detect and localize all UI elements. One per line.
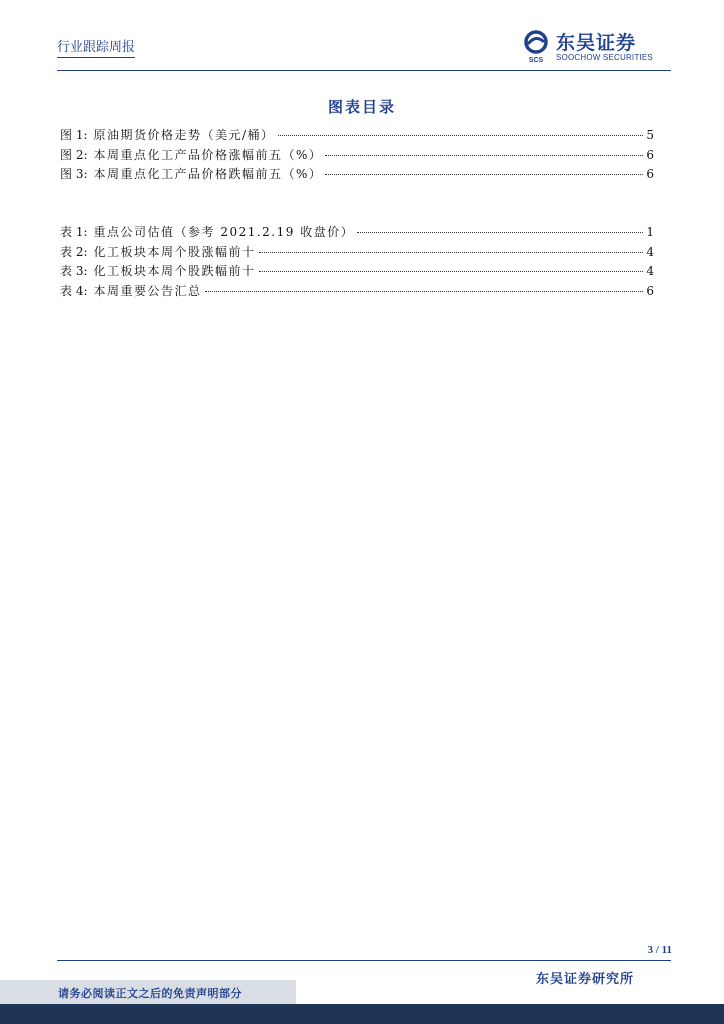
dot-leader <box>357 232 643 233</box>
page-number: 3 / 11 <box>647 944 672 956</box>
toc-entry-label: 图 2: <box>60 147 88 162</box>
toc-entry-page: 4 <box>646 264 654 278</box>
toc-entry-page: 6 <box>646 167 654 181</box>
figure-list <box>60 126 654 185</box>
footer-band <box>0 1004 724 1024</box>
toc-entry-label: 图 3: <box>60 167 88 181</box>
toc-entry-label: 表 1: <box>60 225 88 239</box>
dot-leader <box>205 291 643 292</box>
toc-entry[interactable] <box>60 146 654 166</box>
dot-leader <box>325 174 643 175</box>
scs-logo-icon <box>520 30 552 64</box>
toc-entry-label: 表 3: <box>60 264 88 278</box>
toc-entry-page: 6 <box>646 283 654 298</box>
logo-name: 东吴证券 <box>556 32 637 54</box>
toc-title: 图表目录 <box>327 98 396 116</box>
footer-org: 东吴证券研究所 <box>535 972 634 987</box>
toc-entry-title: 化工板块本周个股涨幅前十 <box>93 244 256 259</box>
toc-entry[interactable] <box>60 223 654 243</box>
footer-divider <box>57 960 671 961</box>
toc-entry-label: 图 1: <box>60 128 88 142</box>
toc-entry-page: 4 <box>646 244 654 259</box>
toc-entry-title: 本周重要公告汇总 <box>93 283 202 298</box>
toc-entry-page: 1 <box>646 225 654 239</box>
dot-leader <box>325 155 643 156</box>
logo-subtitle: SOOCHOW SECURITIES <box>556 53 653 62</box>
header-divider <box>57 70 671 71</box>
toc-entry[interactable] <box>60 262 654 282</box>
toc-entry-label: 表 4: <box>60 283 88 298</box>
toc-entry[interactable] <box>60 243 654 263</box>
dot-leader <box>259 252 643 253</box>
toc-entry[interactable] <box>60 282 654 302</box>
toc-entry-page: 6 <box>646 147 654 162</box>
toc-entry[interactable] <box>60 165 654 185</box>
toc-entry-title: 重点公司估值（参考 2021.2.19 收盘价） <box>93 225 355 239</box>
company-logo <box>520 30 670 66</box>
report-type: 行业跟踪周报 <box>57 36 135 58</box>
toc-entry-title: 原油期货价格走势（美元/桶） <box>93 128 275 142</box>
toc-entry-title: 本周重点化工产品价格涨幅前五（%） <box>93 147 323 162</box>
logo-mark: SCS <box>528 57 544 64</box>
toc-entry-title: 化工板块本周个股跌幅前十 <box>93 264 256 278</box>
toc-entry-label: 表 2: <box>60 244 88 259</box>
disclaimer-text: 请务必阅读正文之后的免责声明部分 <box>58 987 242 1000</box>
toc-entry-title: 本周重点化工产品价格跌幅前五（%） <box>93 167 323 181</box>
toc-entry[interactable] <box>60 126 654 146</box>
table-list <box>60 223 654 301</box>
dot-leader <box>259 271 643 272</box>
toc-entry-page: 5 <box>646 128 654 142</box>
dot-leader <box>278 135 643 136</box>
